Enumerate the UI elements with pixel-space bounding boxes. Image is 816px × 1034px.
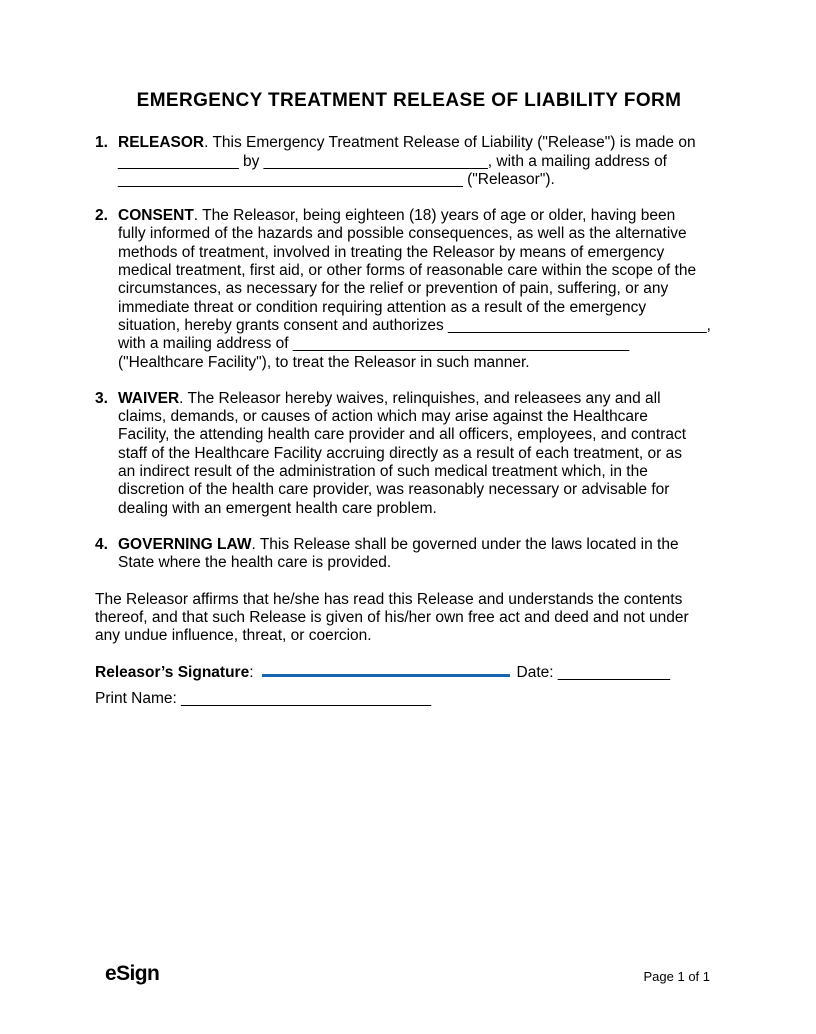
section-line: RELEASOR. This Emergency Treatment Release of Liability ("Release") is made on bbox=[118, 134, 696, 152]
page-number: Page 1 of 1 bbox=[643, 969, 710, 984]
section-line: fully informed of the hazards and possible consequences, as well as the alternative bbox=[118, 225, 687, 243]
print-name-label: Print Name: bbox=[95, 689, 177, 707]
section-line: discretion of the health care provider, was reasonably necessary or advisable for bbox=[118, 481, 670, 499]
page-footer bbox=[105, 963, 710, 984]
esign-logo: eSign bbox=[105, 962, 160, 985]
section-number: 3. bbox=[95, 389, 108, 407]
signature-row bbox=[95, 664, 723, 682]
section-line: circumstances, as necessary for the relief or prevention of pain, suffering, or any bbox=[118, 280, 669, 298]
section-line: Facility, the attending health care provider and all officers, employees, and contract bbox=[118, 426, 687, 444]
document-content bbox=[95, 92, 723, 708]
section-line: ("Healthcare Facility"), to treat the Releasor in such manner. bbox=[118, 353, 530, 371]
section-line: State where the health care is provided. bbox=[118, 554, 392, 572]
section-line: staff of the Healthcare Facility accruing directly as a result of each treatment, or as bbox=[118, 444, 683, 462]
date-label: Date: bbox=[516, 664, 554, 682]
closing-paragraph bbox=[95, 591, 723, 646]
section-line: CONSENT. The Releasor, being eighteen (18) years of age or older, having been bbox=[118, 207, 676, 225]
section bbox=[95, 134, 723, 189]
signature-line-field[interactable] bbox=[262, 664, 510, 677]
section-line: GOVERNING LAW. This Release shall be governed under the laws located in the bbox=[118, 535, 679, 553]
section-line: ________________________________________ ("Releasor"). bbox=[118, 170, 555, 188]
section-body bbox=[118, 134, 723, 189]
section-line: situation, hereby grants consent and authorizes ______________________________, bbox=[118, 316, 711, 334]
section bbox=[95, 390, 723, 518]
section-line: ______________ by __________________________, with a mailing address of bbox=[118, 152, 667, 170]
print-name-row bbox=[95, 690, 723, 708]
section-line: medical treatment, first aid, or other forms of reasonable care within the scope of the bbox=[118, 262, 697, 280]
date-blank-field[interactable]: _____________ bbox=[553, 664, 670, 682]
section-heading: GOVERNING LAW bbox=[118, 535, 252, 553]
section bbox=[95, 536, 723, 573]
section-line: claims, demands, or causes of action which may arise against the Healthcare bbox=[118, 408, 648, 426]
section-body bbox=[118, 536, 723, 573]
print-name-blank-field[interactable]: _____________________________ bbox=[176, 689, 432, 707]
section-line: an indirect result of the administration of such medical treatment which, in the bbox=[118, 463, 648, 481]
closing-line: thereof, and that such Release is given of his/her own free act and deed and not under bbox=[95, 608, 689, 626]
section-line: methods of treatment, involved in treating the Releasor by means of emergency bbox=[118, 243, 665, 261]
section-body bbox=[118, 207, 723, 372]
section-heading: RELEASOR bbox=[118, 134, 205, 152]
section-number: 4. bbox=[95, 535, 108, 553]
sections bbox=[95, 134, 723, 572]
section-number: 2. bbox=[95, 207, 108, 225]
section-line: immediate threat or condition requiring attention as a result of the emergency bbox=[118, 298, 647, 316]
section-line: with a mailing address of _______________________________________ bbox=[118, 335, 630, 353]
closing-line: The Releasor affirms that he/she has read this Release and understands the contents bbox=[95, 590, 683, 608]
page-title: EMERGENCY TREATMENT RELEASE OF LIABILITY FORM bbox=[136, 90, 682, 111]
section bbox=[95, 207, 723, 372]
section-line: dealing with an emergent health care problem. bbox=[118, 499, 437, 517]
section-body bbox=[118, 390, 723, 518]
section-number: 1. bbox=[95, 134, 108, 152]
closing-line: any undue influence, threat, or coercion. bbox=[95, 627, 372, 645]
section-heading: CONSENT bbox=[118, 207, 194, 225]
signature-label: Releasor’s Signature bbox=[95, 664, 250, 682]
section-line: WAIVER. The Releasor hereby waives, relinquishes, and releasees any and all bbox=[118, 389, 661, 407]
signature-label-colon: : bbox=[249, 664, 254, 682]
section-heading: WAIVER bbox=[118, 389, 180, 407]
